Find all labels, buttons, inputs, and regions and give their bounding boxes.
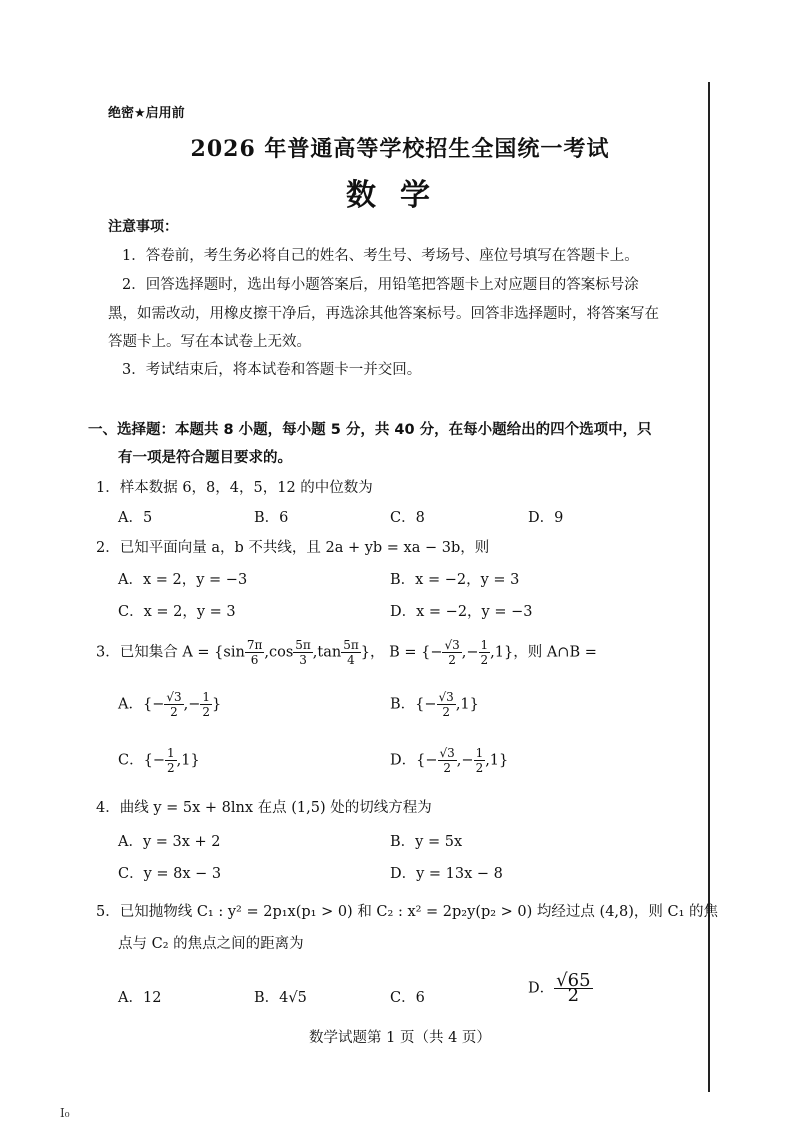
q4-option-a: A．y = 3x + 2 [118,834,221,850]
question-5-stem-cont: 点与 C₂ 的焦点之间的距离为 [118,936,304,952]
q1-option-b: B．6 [254,510,289,526]
q3-option-c: C．{− $\frac{1}{2}$ ,1} [118,746,200,775]
subject-title: 数学 [346,178,454,213]
q4-option-d: D．y = 13x − 8 [390,866,503,882]
q3-option-d: D．{− $\frac{√3}{2}$ ,− $\frac{1}{2}$ ,1} [390,746,509,775]
question-3-stem: 3．已知集合 A = {sin $\frac{7\pi}{6}$ ,cos $\frac{5\pi}{3}$ ,tan $\frac{5\pi}{4}$ }， B = {− $\frac{√3}{2}$ ,− $\frac{1}{2}$ ,1}，则 A∩B = [96,638,597,667]
q5-option-c: C．6 [390,990,425,1006]
section-heading-cont: 有一项是符合题目要求的。 [118,450,292,466]
notice-line: 黑，如需改动，用橡皮擦干净后，再选涂其他答案标号。回答非选择题时，将答案写在 [108,306,659,322]
q5-option-a: A．12 [118,990,162,1006]
notice-line: 1．答卷前，考生务必将自己的姓名、考生号、考场号、座位号填写在答题卡上。 [122,248,639,264]
right-margin-rule [708,82,710,1092]
corner-mark: I₀ [60,1106,70,1120]
notice-heading: 注意事项： [108,219,178,235]
question-4-stem: 4．曲线 y = 5x + 8lnx 在点 (1,5) 处的切线方程为 [96,800,432,816]
page-footer: 数学试题第 1 页（共 4 页） [309,1030,491,1046]
confidential-label: 绝密★启用前 [108,106,185,121]
question-2-stem: 2．已知平面向量 a，b 不共线，且 2a + yb = xa − 3b，则 [96,540,490,556]
q1-option-d: D．9 [528,510,564,526]
q1-option-a: A．5 [118,510,153,526]
q5-option-b: B．4√5 [254,990,307,1006]
q4-option-b: B．y = 5x [390,834,463,850]
q3-option-a: A．{− $\frac{√3}{2}$ ,− $\frac{1}{2}$ } [118,690,222,719]
notice-line: 2．回答选择题时，选出每小题答案后，用铅笔把答题卡上对应题目的答案标号涂 [122,277,639,293]
q1-option-c: C．8 [390,510,425,526]
exam-title: 2026 年普通高等学校招生全国统一考试 [190,136,610,162]
q2-option-a: A．x = 2，y = −3 [118,572,248,588]
section-heading: 一、选择题：本题共 8 小题，每小题 5 分，共 40 分，在每小题给出的四个选项中，只 [88,422,652,438]
q2-option-c: C．x = 2，y = 3 [118,604,236,620]
q2-option-d: D．x = −2，y = −3 [390,604,533,620]
notice-line: 3．考试结束后，将本试卷和答题卡一并交回。 [122,362,422,378]
q2-option-b: B．x = −2，y = 3 [390,572,520,588]
notice-line: 答题卡上。写在本试卷上无效。 [108,334,311,350]
q3-option-b: B．{− $\frac{√3}{2}$ ,1} [390,690,479,719]
q4-option-c: C．y = 8x − 3 [118,866,222,882]
q5-option-d: D． $\frac{√65}{2}$ [528,970,591,1006]
question-5-stem: 5．已知抛物线 C₁ : y² = 2p₁x(p₁ > 0) 和 C₂ : x² = 2p₂y(p₂ > 0) 均经过点 (4,8)，则 C₁ 的焦 [96,904,719,920]
question-1-stem: 1．样本数据 6，8，4，5，12 的中位数为 [96,480,373,496]
